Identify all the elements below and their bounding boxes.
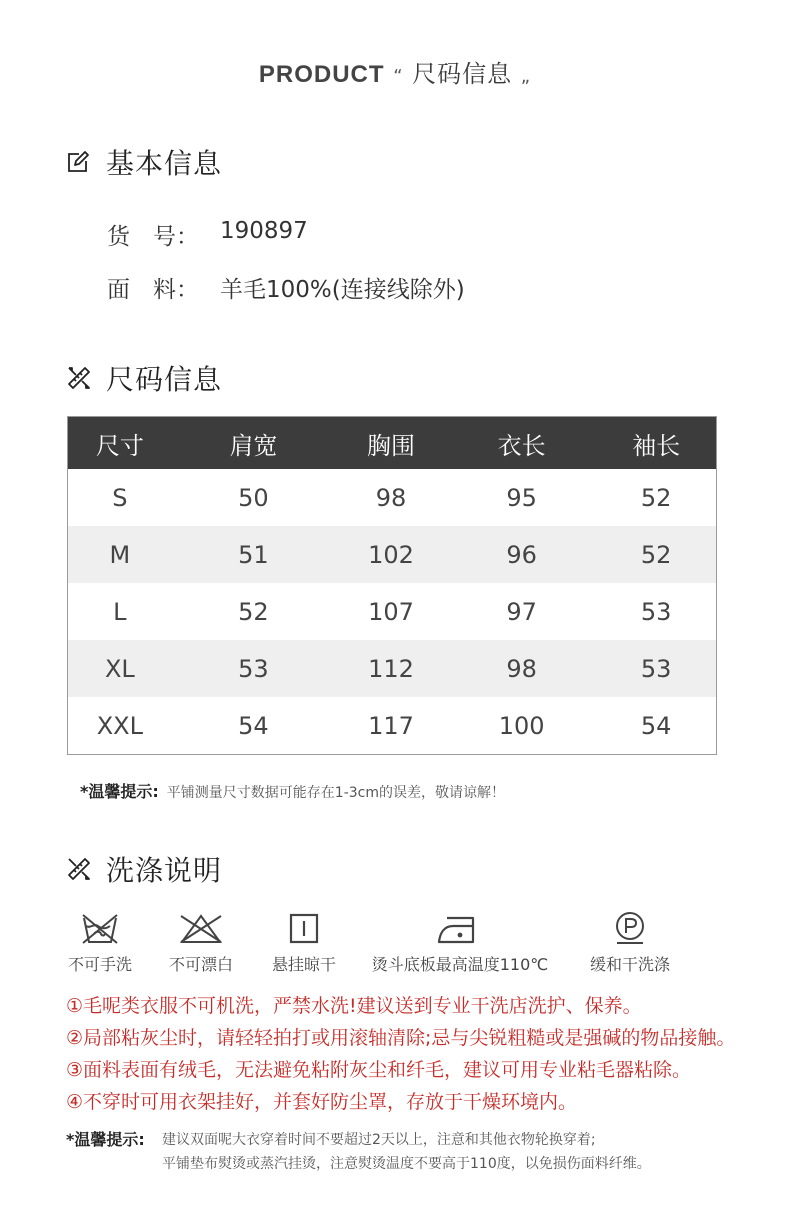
cell-sleeve: 52	[640, 483, 672, 512]
care-note: ④不穿时可用衣架挂好，并套好防尘罩，存放于干燥环境内。	[66, 1091, 578, 1113]
open-quote: “	[393, 66, 404, 87]
table-row	[68, 640, 717, 697]
size-info-title: 尺码信息	[106, 363, 223, 396]
no-hand-wash-icon	[52, 908, 148, 946]
wash-item-iron	[360, 908, 560, 975]
fabric-value: 羊毛100%(连接线除外)	[220, 277, 465, 303]
wash-item-dry-clean	[580, 908, 680, 975]
edit-icon	[66, 149, 92, 175]
cell-shoulder: 54	[238, 711, 269, 740]
wash-label: 不可漂白	[168, 955, 233, 974]
size-tip-label: *温馨提示:	[80, 782, 159, 801]
fabric-row	[107, 271, 465, 304]
cell-size: XL	[68, 640, 172, 697]
close-quote: „	[520, 66, 532, 87]
wash-item-no-bleach	[152, 908, 250, 975]
title-cn: 尺码信息	[412, 60, 513, 88]
col-size: 尺寸	[68, 417, 172, 470]
col-sleeve: 袖长	[596, 417, 716, 470]
cell-chest: 102	[335, 526, 447, 583]
no-bleach-icon	[152, 908, 250, 946]
wash-item-hang-dry	[256, 908, 352, 975]
cell-size: XXL	[96, 711, 143, 740]
table-row	[68, 469, 717, 526]
iron-icon	[360, 908, 560, 946]
cell-length: 98	[447, 640, 597, 697]
wash-item-no-hand-wash	[52, 908, 148, 975]
fabric-label: 面 料：	[107, 277, 199, 303]
table-row	[68, 583, 717, 640]
cell-shoulder: 52	[238, 597, 269, 626]
cell-sleeve: 53	[640, 597, 672, 626]
care-note: ③面料表面有绒毛，无法避免粘附灰尘和纤毛，建议可用专业粘毛器粘除。	[66, 1059, 692, 1081]
cell-shoulder: 53	[172, 640, 335, 697]
care-tip-label: *温馨提示:	[66, 1130, 145, 1149]
cell-shoulder: 51	[172, 526, 335, 583]
size-table	[67, 416, 717, 755]
title-en: PRODUCT	[258, 61, 385, 88]
cell-size: S	[112, 483, 128, 512]
wash-title: 洗涤说明	[106, 854, 223, 887]
care-tip	[66, 1128, 651, 1176]
cell-size: L	[113, 597, 127, 626]
cell-shoulder: 50	[238, 483, 269, 512]
item-number-row	[107, 218, 308, 251]
cell-sleeve: 52	[596, 526, 716, 583]
ruler-tools-icon	[66, 856, 92, 882]
care-notes	[66, 990, 735, 1118]
wash-label: 悬挂晾干	[271, 955, 336, 974]
size-tip	[80, 779, 505, 802]
cell-size: M	[68, 526, 172, 583]
col-chest: 胸围	[335, 417, 447, 470]
size-table-header	[68, 417, 717, 470]
item-number-label: 货 号：	[107, 224, 199, 250]
col-length: 衣长	[447, 417, 597, 470]
cell-length: 97	[506, 597, 537, 626]
cell-chest: 98	[375, 483, 407, 512]
table-row	[68, 697, 717, 755]
cell-chest: 112	[335, 640, 447, 697]
care-tip-line: 建议双面呢大衣穿着时间不要超过2天以上，注意和其他衣物轮换穿着;	[162, 1132, 596, 1148]
size-info-heading	[66, 360, 222, 396]
dry-clean-icon	[580, 908, 680, 946]
care-note: ②局部粘灰尘时，请轻轻拍打或用滚轴清除;忌与尖锐粗糙或是强碱的物品接触。	[66, 1027, 736, 1049]
basic-info-title: 基本信息	[106, 147, 223, 180]
page-title	[0, 54, 790, 89]
hang-dry-icon	[256, 908, 352, 946]
care-tip-line: 平铺垫布熨烫或蒸汽挂烫，注意熨烫温度不要高于110度，以免损伤面料纤维。	[162, 1156, 651, 1172]
size-tip-text: 平铺测量尺寸数据可能存在1-3cm的误差，敬请谅解！	[166, 785, 505, 801]
ruler-tools-icon	[66, 365, 92, 391]
col-shoulder: 肩宽	[172, 417, 335, 470]
cell-sleeve: 53	[596, 640, 716, 697]
cell-chest: 107	[368, 597, 414, 626]
care-note: ①毛呢类衣服不可机洗，严禁水洗!建议送到专业干洗店洗护、保养。	[66, 995, 642, 1017]
cell-chest: 117	[368, 711, 414, 740]
wash-label: 不可手洗	[67, 955, 132, 974]
cell-length: 100	[498, 711, 545, 740]
basic-info-heading	[66, 144, 222, 180]
wash-heading	[66, 851, 222, 887]
table-row	[68, 526, 717, 583]
cell-length: 95	[506, 483, 537, 512]
cell-sleeve: 54	[640, 711, 672, 740]
wash-label: 烫斗底板最高温度110℃	[371, 955, 549, 974]
wash-label: 缓和干洗涤	[589, 955, 670, 974]
cell-length: 96	[447, 526, 597, 583]
item-number-value: 190897	[220, 218, 308, 244]
